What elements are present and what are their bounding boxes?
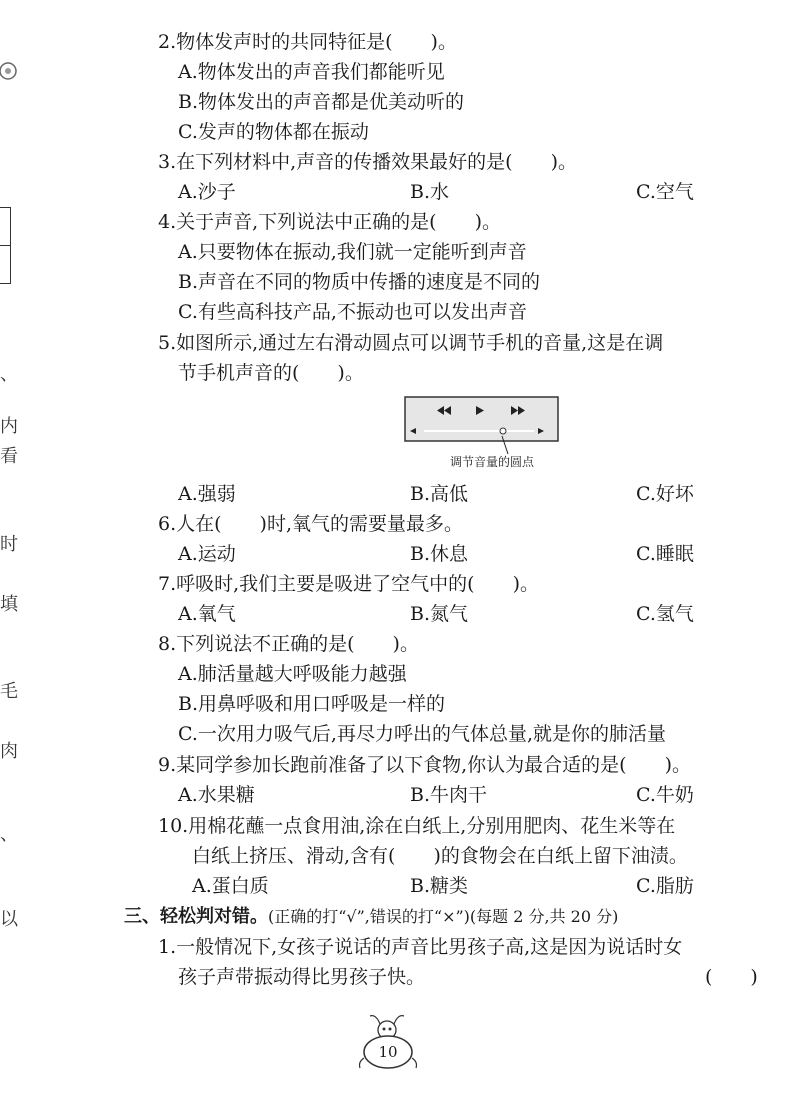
question-3-option-a: A.沙子 xyxy=(178,181,236,203)
figure-caption: 调节音量的圆点 xyxy=(450,455,535,469)
edge-fragment: 填 xyxy=(0,594,18,615)
section-3-title: 三、轻松判对错。 xyxy=(124,906,268,927)
edge-fragment: 看 xyxy=(0,446,18,467)
section-3-heading xyxy=(124,905,618,929)
question-2-option-a: A.物体发出的声音我们都能听见 xyxy=(178,61,445,83)
question-3-option-c: C.空气 xyxy=(636,181,694,203)
answer-blank: ( ) xyxy=(705,966,758,988)
bee-doodle-icon xyxy=(0,55,30,85)
question-5-option-c: C.好坏 xyxy=(636,483,694,505)
edge-fragment: 、 xyxy=(0,824,18,845)
judge-question-1-line2: 孩子声带振动得比男孩子快。 xyxy=(178,966,426,988)
page-number-badge xyxy=(350,1010,430,1080)
question-10-option-c: C.脂肪 xyxy=(636,875,694,897)
question-8-option-b: B.用鼻呼吸和用口呼吸是一样的 xyxy=(178,693,446,715)
judge-question-1-line1: 1.一般情况下,女孩子说话的声音比男孩子高,这是因为说话时女 xyxy=(158,936,683,958)
question-7-option-b: B.氮气 xyxy=(410,603,469,625)
question-6-option-c: C.睡眠 xyxy=(636,543,694,565)
question-4-stem: 4.关于声音,下列说法中正确的是( )。 xyxy=(158,211,501,233)
question-9-option-a: A.水果糖 xyxy=(178,784,255,806)
question-8-option-c: C.一次用力吸气后,再尽力呼出的气体总量,就是你的肺活量 xyxy=(178,723,666,745)
section-3-instructions: (正确的打“√”,错误的打“×”)(每题 2 分,共 20 分) xyxy=(268,907,619,926)
edge-fragment: 内 xyxy=(0,416,18,437)
question-6-option-b: B.休息 xyxy=(410,543,469,565)
question-2-stem: 2.物体发声时的共同特征是( )。 xyxy=(158,31,457,53)
question-7-option-c: C.氢气 xyxy=(636,603,694,625)
question-9-stem: 9.某同学参加长跑前准备了以下食物,你认为最合适的是( )。 xyxy=(158,754,691,776)
question-2-option-c: C.发声的物体都在振动 xyxy=(178,121,369,143)
question-10-option-b: B.糖类 xyxy=(410,875,469,897)
page-number: 10 xyxy=(378,1043,398,1061)
question-10-option-a: A.蛋白质 xyxy=(192,875,269,897)
edge-fragment: 时 xyxy=(0,534,18,555)
question-9-option-b: B.牛肉干 xyxy=(410,784,488,806)
question-7-option-a: A.氧气 xyxy=(178,603,236,625)
question-7-stem: 7.呼吸时,我们主要是吸进了空气中的( )。 xyxy=(158,573,539,595)
question-5-option-a: A.强弱 xyxy=(178,483,236,505)
question-8-option-a: A.肺活量越大呼吸能力越强 xyxy=(178,663,407,685)
question-4-option-b: B.声音在不同的物质中传播的速度是不同的 xyxy=(178,271,541,293)
question-9-option-c: C.牛奶 xyxy=(636,784,694,806)
edge-fragment: 肉 xyxy=(0,741,18,762)
question-4-option-c: C.有些高科技产品,不振动也可以发出声音 xyxy=(178,301,527,323)
question-5-stem-line2: 节手机声音的( )。 xyxy=(178,362,364,384)
question-4-option-a: A.只要物体在振动,我们就一定能听到声音 xyxy=(178,241,527,263)
edge-fragment: 、 xyxy=(0,364,18,385)
question-3-stem: 3.在下列材料中,声音的传播效果最好的是( )。 xyxy=(158,151,577,173)
edge-fragment: 以 xyxy=(0,909,18,930)
question-3-option-b: B.水 xyxy=(410,181,450,203)
question-10-stem-line2: 白纸上挤压、滑动,含有( )的食物会在白纸上留下油渍。 xyxy=(192,845,688,867)
question-5-stem-line1: 5.如图所示,通过左右滑动圆点可以调节手机的音量,这是在调 xyxy=(158,332,664,354)
question-6-option-a: A.运动 xyxy=(178,543,236,565)
edge-fragment: 毛 xyxy=(0,681,18,702)
question-6-stem: 6.人在( )时,氧气的需要量最多。 xyxy=(158,513,463,535)
question-10-stem-line1: 10.用棉花蘸一点食用油,涂在白纸上,分别用肥肉、花生米等在 xyxy=(158,815,676,837)
question-2-option-b: B.物体发出的声音都是优美动听的 xyxy=(178,91,465,113)
question-5-option-b: B.高低 xyxy=(410,483,469,505)
question-8-stem: 8.下列说法不正确的是( )。 xyxy=(158,633,419,655)
